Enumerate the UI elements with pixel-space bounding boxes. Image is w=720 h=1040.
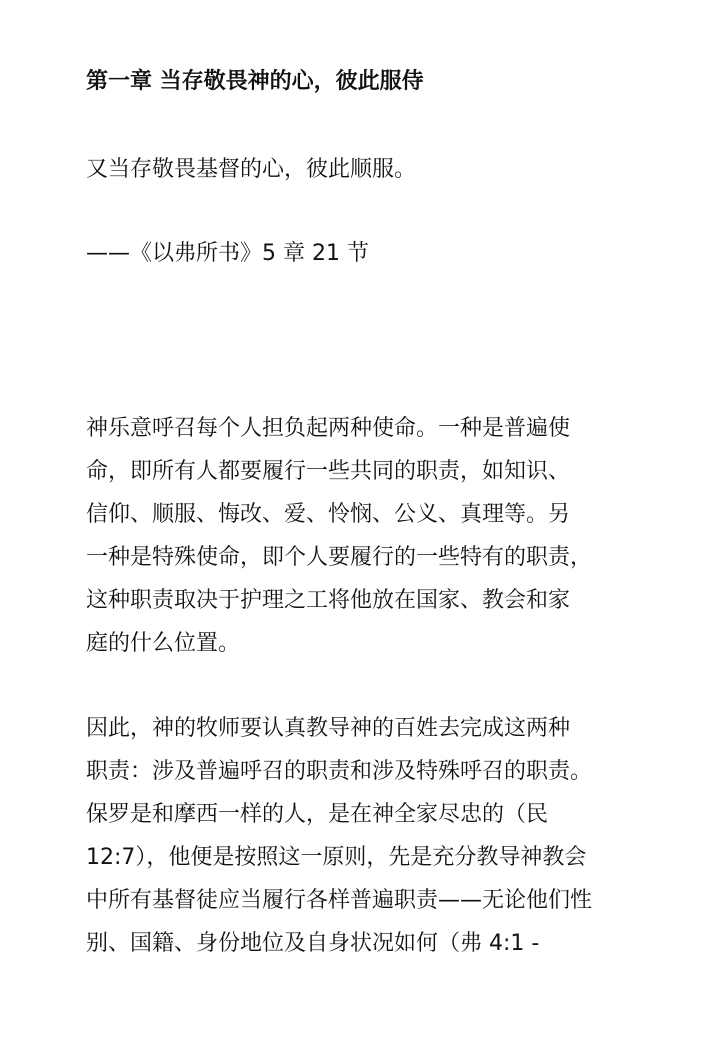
paragraph-line: 命，即所有人都要履行一些共同的职责，如知识、 <box>86 459 571 484</box>
paragraph-line: 信仰、顺服、悔改、爱、怜悯、公义、真理等。另 <box>86 502 571 527</box>
epigraph-quote: 又当存敬畏基督的心，彼此顺服。 <box>86 157 417 182</box>
paragraph-line: 神乐意呼召每个人担负起两种使命。一种是普遍使 <box>86 416 571 441</box>
paragraph-line: 12:7），他便是按照这一原则，先是充分教导神教会 <box>86 845 587 870</box>
paragraph-line: 庭的什么位置。 <box>86 631 241 656</box>
paragraph-line: 中所有基督徒应当履行各样普遍职责——无论他们性 <box>86 888 593 913</box>
paragraph-line: 别、国籍、身份地位及自身状况如何（弗 4:1 - <box>86 931 540 956</box>
chapter-title: 第一章 当存敬畏神的心，彼此服侍 <box>86 69 424 94</box>
paragraph-line: 因此，神的牧师要认真教导神的百姓去完成这两种 <box>86 716 571 741</box>
body-paragraph-2 <box>86 707 592 965</box>
body-paragraph-1 <box>86 407 592 665</box>
paragraph-line: 保罗是和摩西一样的人，是在神全家尽忠的（民 <box>86 802 549 827</box>
paragraph-line: 这种职责取决于护理之工将他放在国家、教会和家 <box>86 588 571 613</box>
epigraph-source: ——《以弗所书》5 章 21 节 <box>86 241 369 266</box>
paragraph-line: 一种是特殊使命，即个人要履行的一些特有的职责， <box>86 545 593 570</box>
paragraph-line: 职责：涉及普遍呼召的职责和涉及特殊呼召的职责。 <box>86 759 593 784</box>
